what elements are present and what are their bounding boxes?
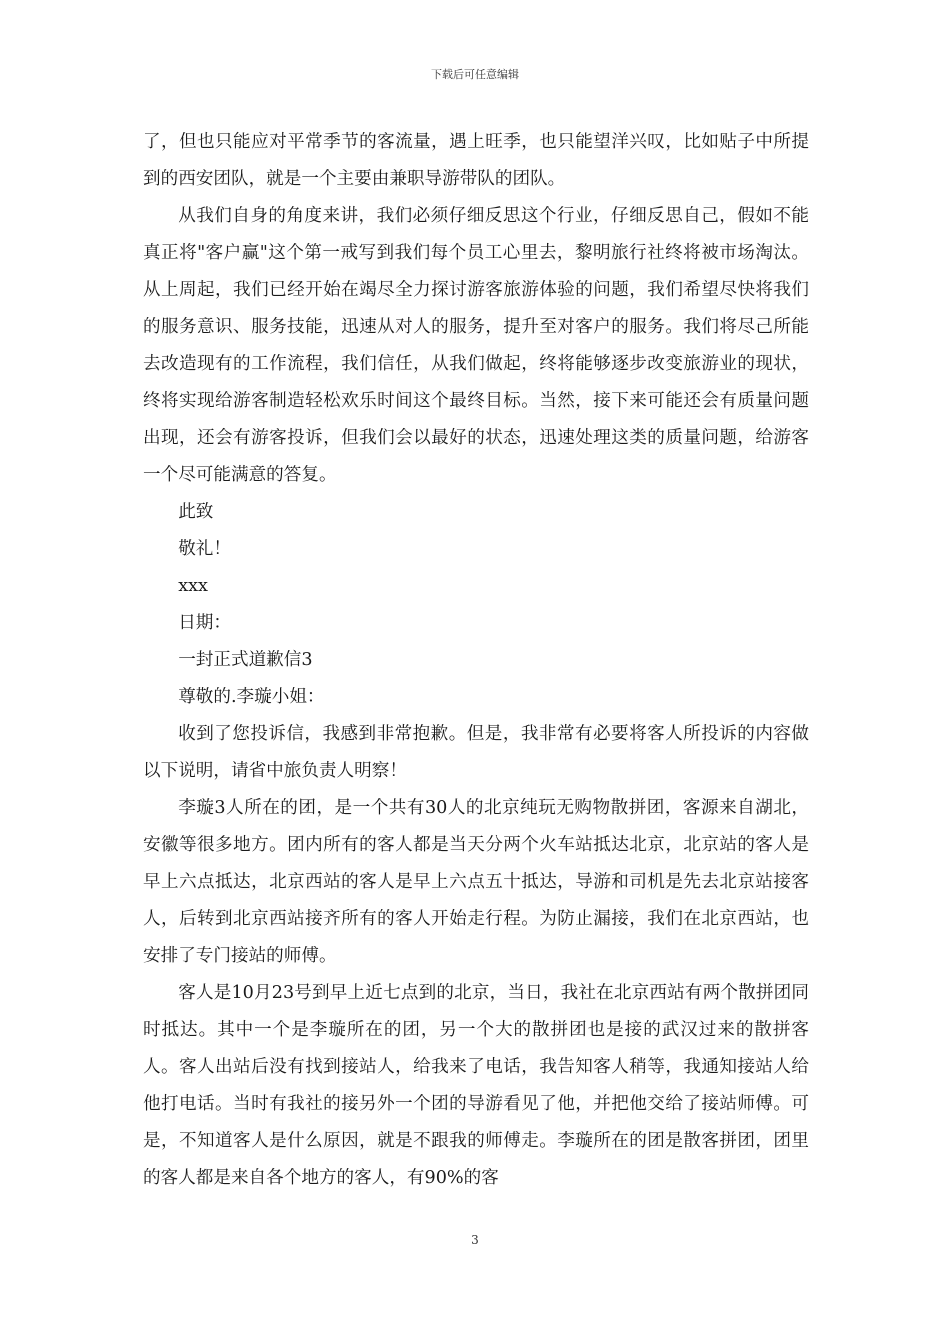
paragraph-reflection: 从我们自身的角度来讲，我们必须仔细反思这个行业，仔细反思自己，假如不能真正将"客户赢"这个第一戒写到我们每个员工心里去，黎明旅行社终将被市场淘汰。从上周起，我们已经开始在竭尽全力探讨游客旅游体验的问题，我们希望尽快将我们的服务意识、服务技能，迅速从对人的服务，提升至对客户的服务。我们将尽己所能去改造现有的工作流程，我们信任，从我们做起，终将能够逐步改变旅游业的现状，终将实现给游客制造轻松欢乐时间这个最终目标。当然，接下来可能还会有质量问题出现，还会有游客投诉，但我们会以最好的状态，迅速处理这类的质量问题，给游客一个尽可能满意的答复。 <box>143 206 809 485</box>
letter-title: 一封正式道歉信3 <box>178 650 313 670</box>
paragraph-group-info: 李璇3人所在的团，是一个共有30人的北京纯玩无购物散拼团，客源来自湖北，安徽等很多地方。团内所有的客人都是当天分两个火车站抵达北京，北京站的客人是早上六点抵达，北京西站的客人是早上六点五十抵达，导游和司机是先去北京站接客人，后转到北京西站接齐所有的客人开始走行程。为防止漏接，我们在北京西站，也安排了专门接站的师傅。 <box>143 798 809 966</box>
paragraph-continuation: 了，但也只能应对平常季节的客流量，遇上旺季，也只能望洋兴叹，比如贴子中所提到的西安团队，就是一个主要由兼职导游带队的团队。 <box>143 132 809 189</box>
document-body <box>143 124 809 1197</box>
letter-greeting: 尊敬的.李璇小姐： <box>178 687 325 707</box>
closing-salutation: 此致 <box>178 502 214 522</box>
page-header: 下载后可任意编辑 <box>431 68 519 81</box>
closing-regards: 敬礼！ <box>178 539 231 559</box>
page-number: 3 <box>471 1233 479 1247</box>
paragraph-arrival: 客人是10月23号到早上近七点到的北京，当日，我社在北京西站有两个散拼团同时抵达。其中一个是李璇所在的团，另一个大的散拼团也是接的武汉过来的散拼客人。客人出站后没有找到接站人，给我来了电话，我告知客人稍等，我通知接站人给他打电话。当时有我社的接另外一个团的导游看见了他，并把他交给了接站师傅。可是，不知道客人是什么原因，就是不跟我的师傅走。李璇所在的团是散客拼团，团里的客人都是来自各个地方的客人，有90%的客 <box>143 983 809 1188</box>
signature-name: xxx <box>178 576 208 596</box>
date-line: 日期： <box>178 613 231 633</box>
paragraph-intro: 收到了您投诉信，我感到非常抱歉。但是，我非常有必要将客人所投诉的内容做以下说明，请省中旅负责人明察！ <box>143 724 809 781</box>
